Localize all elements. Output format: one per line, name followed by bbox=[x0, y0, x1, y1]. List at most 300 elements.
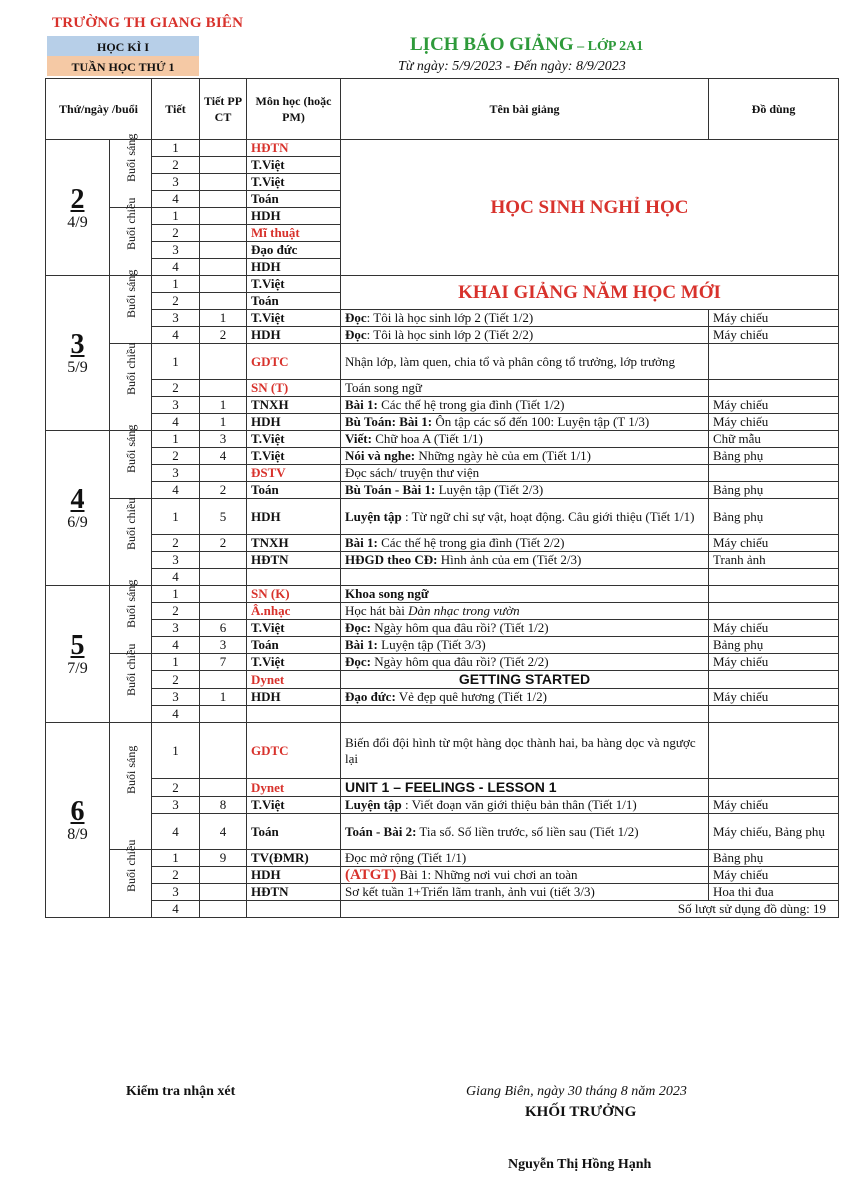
col-lesson: Tên bài giảng bbox=[341, 79, 709, 140]
equipment: Bảng phụ bbox=[709, 850, 839, 867]
period-number: 1 bbox=[152, 208, 200, 225]
lesson-label: Bài 1: bbox=[345, 397, 378, 412]
table-row bbox=[46, 797, 839, 814]
curriculum-period: 3 bbox=[200, 637, 247, 654]
day-cell bbox=[46, 723, 110, 918]
lesson-name bbox=[341, 397, 709, 414]
day-date: 6/9 bbox=[67, 514, 88, 531]
equipment: Bảng phụ bbox=[709, 637, 839, 654]
table-row bbox=[46, 689, 839, 706]
col-tiet: Tiết bbox=[152, 79, 200, 140]
lesson-text: Luyện tập (Tiết 2/3) bbox=[435, 482, 544, 497]
session-afternoon bbox=[110, 344, 152, 431]
curriculum-period bbox=[200, 174, 247, 191]
lesson-text: Biến đổi đội hình từ một hàng dọc thành hai, ba hàng dọc và ngược lại bbox=[345, 734, 696, 766]
equipment bbox=[709, 671, 839, 689]
subject: Đạo đức bbox=[247, 242, 341, 259]
subject: Toán bbox=[247, 191, 341, 208]
lesson-text: : Tôi là học sinh lớp 2 (Tiết 1/2) bbox=[366, 310, 534, 325]
session-morning bbox=[110, 269, 152, 344]
lesson-name bbox=[341, 814, 709, 850]
period-number: 2 bbox=[152, 293, 200, 310]
session-label: Buổi chiều bbox=[123, 497, 138, 550]
equipment: Bảng phụ bbox=[709, 499, 839, 535]
equipment: Máy chiếu bbox=[709, 689, 839, 706]
subject: T.Việt bbox=[247, 448, 341, 465]
curriculum-period bbox=[200, 779, 247, 797]
session-label: Buổi chiều bbox=[123, 197, 138, 250]
period-number: 4 bbox=[152, 569, 200, 586]
session-label: Buổi sáng bbox=[123, 133, 138, 182]
curriculum-period bbox=[200, 276, 247, 293]
equipment bbox=[709, 465, 839, 482]
curriculum-period: 4 bbox=[200, 814, 247, 850]
subject: T.Việt bbox=[247, 276, 341, 293]
lesson-label: Đọc: bbox=[345, 654, 371, 669]
curriculum-period: 1 bbox=[200, 414, 247, 431]
curriculum-period bbox=[200, 208, 247, 225]
curriculum-period: 3 bbox=[200, 431, 247, 448]
lesson-text: : Viết đoạn văn giới thiệu bản thân (Tiết 1/1) bbox=[401, 797, 637, 812]
curriculum-period bbox=[200, 884, 247, 901]
page-title bbox=[410, 34, 643, 56]
signer-name: Nguyễn Thị Hồng Hạnh bbox=[508, 1157, 652, 1172]
table-row bbox=[46, 344, 839, 380]
lesson-label: Bài 1: bbox=[345, 535, 378, 550]
table-row bbox=[46, 814, 839, 850]
table-row bbox=[46, 397, 839, 414]
lesson-name bbox=[341, 431, 709, 448]
lesson-name bbox=[341, 706, 709, 723]
period-number: 3 bbox=[152, 620, 200, 637]
period-number: 2 bbox=[152, 448, 200, 465]
equipment bbox=[709, 344, 839, 380]
curriculum-period bbox=[200, 671, 247, 689]
period-number: 2 bbox=[152, 380, 200, 397]
lesson-text: Đọc mở rộng (Tiết 1/1) bbox=[345, 850, 467, 865]
session-label: Buổi sáng bbox=[123, 745, 138, 794]
equipment: Máy chiếu bbox=[709, 620, 839, 637]
curriculum-period: 6 bbox=[200, 620, 247, 637]
equipment bbox=[709, 779, 839, 797]
lesson-name bbox=[341, 344, 709, 380]
subject: T.Việt bbox=[247, 797, 341, 814]
lesson-label: Bù Toán: Bài 1: bbox=[345, 414, 433, 429]
session-morning bbox=[110, 424, 152, 499]
lesson-song: Dàn nhạc trong vườn bbox=[408, 603, 520, 618]
lesson-label: Luyện tập bbox=[345, 508, 402, 524]
lesson-text: Luyện tập (Tiết 3/3) bbox=[377, 637, 486, 652]
review-label: Kiểm tra nhận xét bbox=[126, 1084, 236, 1099]
subject bbox=[247, 706, 341, 723]
session-morning bbox=[110, 723, 152, 850]
curriculum-period: 2 bbox=[200, 535, 247, 552]
session-label: Buổi sáng bbox=[123, 269, 138, 318]
period-number: 1 bbox=[152, 723, 200, 779]
banner-text: HỌC SINH NGHỈ HỌC bbox=[490, 196, 689, 218]
lesson-tag: (ATGT) bbox=[345, 867, 397, 883]
subject bbox=[247, 901, 341, 918]
period-number: 3 bbox=[152, 884, 200, 901]
lesson-name bbox=[341, 884, 709, 901]
period-number: 2 bbox=[152, 671, 200, 689]
curriculum-period bbox=[200, 140, 247, 157]
lesson-label: Bài 1: bbox=[345, 637, 378, 652]
equipment bbox=[709, 603, 839, 620]
banner-text: KHAI GIẢNG NĂM HỌC MỚI bbox=[458, 281, 721, 303]
subject: Â.nhạc bbox=[247, 603, 341, 620]
subject: Toán bbox=[247, 482, 341, 499]
lesson-name bbox=[341, 779, 709, 797]
period-number: 3 bbox=[152, 552, 200, 569]
subject: T.Việt bbox=[247, 431, 341, 448]
lesson-text: Ngày hôm qua đâu rồi? (Tiết 2/2) bbox=[371, 654, 549, 669]
lesson-text: Đọc sách/ truyện thư viện bbox=[345, 465, 480, 480]
table-row bbox=[46, 569, 839, 586]
subject bbox=[247, 569, 341, 586]
curriculum-period: 9 bbox=[200, 850, 247, 867]
subject: Dynet bbox=[247, 671, 341, 689]
lesson-name bbox=[341, 310, 709, 327]
equipment bbox=[709, 706, 839, 723]
equipment: Máy chiếu bbox=[709, 397, 839, 414]
lesson-name bbox=[341, 723, 709, 779]
period-number: 3 bbox=[152, 310, 200, 327]
subject: T.Việt bbox=[247, 654, 341, 671]
curriculum-period bbox=[200, 225, 247, 242]
day-number: 6 bbox=[70, 796, 85, 827]
lesson-name bbox=[341, 535, 709, 552]
lesson-name bbox=[341, 654, 709, 671]
curriculum-period: 5 bbox=[200, 499, 247, 535]
table-row bbox=[46, 850, 839, 867]
subject: T.Việt bbox=[247, 174, 341, 191]
period-number: 1 bbox=[152, 499, 200, 535]
session-afternoon bbox=[110, 197, 152, 276]
curriculum-period: 2 bbox=[200, 482, 247, 499]
period-number: 4 bbox=[152, 414, 200, 431]
usage-summary: Số lượt sử dụng đồ dùng: 19 bbox=[341, 901, 839, 918]
lesson-text: Các thế hệ trong gia đình (Tiết 1/2) bbox=[377, 397, 565, 412]
period-number: 1 bbox=[152, 654, 200, 671]
lesson-label: HĐGD theo CĐ: bbox=[345, 552, 438, 567]
lesson-name bbox=[341, 448, 709, 465]
lesson-english: GETTING STARTED bbox=[458, 671, 591, 687]
period-number: 1 bbox=[152, 344, 200, 380]
period-number: 3 bbox=[152, 397, 200, 414]
equipment: Máy chiếu bbox=[709, 797, 839, 814]
subject: ĐSTV bbox=[247, 465, 341, 482]
lesson-name bbox=[341, 603, 709, 620]
lesson-text: Vẻ đẹp quê hương (Tiết 1/2) bbox=[395, 689, 547, 704]
equipment: Máy chiếu bbox=[709, 867, 839, 884]
table-row bbox=[46, 779, 839, 797]
lesson-text: Những ngày hè của em (Tiết 1/1) bbox=[415, 448, 591, 463]
session-label: Buổi chiều bbox=[123, 643, 138, 696]
table-row bbox=[46, 706, 839, 723]
table-row bbox=[46, 671, 839, 689]
col-equipment: Đồ dùng bbox=[709, 79, 839, 140]
equipment: Bảng phụ bbox=[709, 482, 839, 499]
period-number: 3 bbox=[152, 465, 200, 482]
day-date: 8/9 bbox=[67, 826, 88, 843]
subject: TNXH bbox=[247, 397, 341, 414]
table-row bbox=[46, 448, 839, 465]
day-cell bbox=[46, 140, 110, 276]
signer-role: KHỐI TRƯỞNG bbox=[525, 1104, 637, 1120]
lesson-text: Chữ hoa A (Tiết 1/1) bbox=[371, 431, 483, 446]
table-row bbox=[46, 140, 839, 157]
schedule-table bbox=[45, 78, 839, 918]
subject: HĐTN bbox=[247, 884, 341, 901]
table-row bbox=[46, 276, 839, 293]
subject: Toán bbox=[247, 814, 341, 850]
period-number: 1 bbox=[152, 140, 200, 157]
lesson-name bbox=[341, 689, 709, 706]
subject: HĐTN bbox=[247, 140, 341, 157]
curriculum-period bbox=[200, 157, 247, 174]
table-row bbox=[46, 499, 839, 535]
session-afternoon bbox=[110, 499, 152, 586]
curriculum-period bbox=[200, 465, 247, 482]
table-row bbox=[46, 465, 839, 482]
period-number: 3 bbox=[152, 242, 200, 259]
period-number: 4 bbox=[152, 482, 200, 499]
table-row bbox=[46, 552, 839, 569]
curriculum-period bbox=[200, 552, 247, 569]
day-date: 5/9 bbox=[67, 359, 88, 376]
table-row bbox=[46, 620, 839, 637]
subject: SN (K) bbox=[247, 586, 341, 603]
lesson-text: Nhận lớp, làm quen, chia tổ và phân công tổ trưởng, lớp trưởng bbox=[345, 353, 676, 369]
subject: HĐTN bbox=[247, 552, 341, 569]
day-date: 4/9 bbox=[67, 213, 88, 231]
equipment bbox=[709, 586, 839, 603]
lesson-name bbox=[341, 797, 709, 814]
equipment bbox=[709, 723, 839, 779]
date-range: Từ ngày: 5/9/2023 - Đến ngày: 8/9/2023 bbox=[398, 59, 626, 74]
lesson-label: Nói và nghe: bbox=[345, 448, 416, 463]
equipment: Máy chiếu bbox=[709, 535, 839, 552]
lesson-name bbox=[341, 414, 709, 431]
subject: GDTC bbox=[247, 723, 341, 779]
day-cell bbox=[46, 586, 110, 723]
curriculum-period: 2 bbox=[200, 327, 247, 344]
period-number: 3 bbox=[152, 689, 200, 706]
subject: T.Việt bbox=[247, 620, 341, 637]
opening-banner bbox=[341, 276, 839, 310]
lesson-text: Ôn tập các số đến 100: Luyện tập (T 1/3) bbox=[432, 414, 650, 429]
period-number: 4 bbox=[152, 637, 200, 654]
subject: HDH bbox=[247, 689, 341, 706]
period-number: 2 bbox=[152, 535, 200, 552]
curriculum-period: 1 bbox=[200, 397, 247, 414]
equipment bbox=[709, 380, 839, 397]
subject: HDH bbox=[247, 499, 341, 535]
lesson-text: Tia số. Số liền trước, số liền sau (Tiết 1/2) bbox=[416, 823, 639, 839]
subject: T.Việt bbox=[247, 310, 341, 327]
period-number: 2 bbox=[152, 867, 200, 884]
session-label: Buổi sáng bbox=[123, 424, 138, 473]
period-number: 1 bbox=[152, 431, 200, 448]
day-number: 2 bbox=[70, 183, 85, 215]
day-date: 7/9 bbox=[67, 660, 88, 677]
curriculum-period: 8 bbox=[200, 797, 247, 814]
day-cell bbox=[46, 431, 110, 586]
day-cell bbox=[46, 276, 110, 431]
period-number: 1 bbox=[152, 586, 200, 603]
curriculum-period bbox=[200, 901, 247, 918]
session-label: Buổi chiều bbox=[123, 839, 138, 892]
curriculum-period bbox=[200, 706, 247, 723]
equipment: Máy chiếu, Bảng phụ bbox=[709, 814, 839, 850]
lesson-text: Toán song ngữ bbox=[345, 380, 422, 395]
equipment bbox=[709, 569, 839, 586]
subject: Toán bbox=[247, 637, 341, 654]
subject: GDTC bbox=[247, 344, 341, 380]
subject: Dynet bbox=[247, 779, 341, 797]
equipment: Bảng phụ bbox=[709, 448, 839, 465]
subject: SN (T) bbox=[247, 380, 341, 397]
period-number: 4 bbox=[152, 327, 200, 344]
lesson-text: Học hát bài bbox=[345, 603, 409, 618]
lesson-label: Toán - Bài 2: bbox=[345, 823, 417, 839]
curriculum-period bbox=[200, 586, 247, 603]
lesson-name bbox=[341, 380, 709, 397]
lesson-label: Bù Toán - Bài 1: bbox=[345, 482, 436, 497]
lesson-english: UNIT 1 – FEELINGS - LESSON 1 bbox=[345, 779, 557, 795]
table-row bbox=[46, 723, 839, 779]
period-number: 1 bbox=[152, 276, 200, 293]
lesson-name bbox=[341, 327, 709, 344]
col-subject: Môn học (hoặc PM) bbox=[247, 79, 341, 140]
lesson-name bbox=[341, 569, 709, 586]
lesson-name bbox=[341, 637, 709, 654]
session-afternoon bbox=[110, 839, 152, 918]
subject: HDH bbox=[247, 208, 341, 225]
table-row bbox=[46, 586, 839, 603]
equipment: Máy chiếu bbox=[709, 654, 839, 671]
lesson-label: Đạo đức: bbox=[345, 689, 396, 704]
table-row bbox=[46, 310, 839, 327]
period-number: 4 bbox=[152, 191, 200, 208]
curriculum-period bbox=[200, 293, 247, 310]
period-number: 4 bbox=[152, 814, 200, 850]
curriculum-period: 7 bbox=[200, 654, 247, 671]
period-number: 3 bbox=[152, 174, 200, 191]
table-row bbox=[46, 901, 839, 918]
table-row bbox=[46, 654, 839, 671]
lesson-text: : Tôi là học sinh lớp 2 (Tiết 2/2) bbox=[366, 327, 534, 342]
lesson-name bbox=[341, 850, 709, 867]
holiday-banner bbox=[341, 140, 839, 276]
subject: T.Việt bbox=[247, 157, 341, 174]
lesson-name bbox=[341, 586, 709, 603]
lesson-text: Ngày hôm qua đâu rồi? (Tiết 1/2) bbox=[371, 620, 549, 635]
curriculum-period bbox=[200, 569, 247, 586]
period-number: 4 bbox=[152, 706, 200, 723]
subject: HDH bbox=[247, 259, 341, 276]
title-class: – LỚP 2A1 bbox=[573, 39, 644, 54]
curriculum-period bbox=[200, 344, 247, 380]
table-row bbox=[46, 637, 839, 654]
lesson-name bbox=[341, 671, 709, 689]
curriculum-period bbox=[200, 603, 247, 620]
session-label: Buổi chiều bbox=[123, 342, 138, 395]
table-row bbox=[46, 884, 839, 901]
lesson-label: Đọc bbox=[345, 310, 367, 325]
curriculum-period: 1 bbox=[200, 689, 247, 706]
lesson-label: Khoa song ngữ bbox=[345, 586, 429, 601]
curriculum-period bbox=[200, 867, 247, 884]
day-number: 5 bbox=[70, 630, 85, 661]
lesson-text: Sơ kết tuần 1+Triển lãm tranh, ảnh vui (tiết 3/3) bbox=[345, 884, 595, 899]
curriculum-period: 4 bbox=[200, 448, 247, 465]
subject: HDH bbox=[247, 327, 341, 344]
equipment: Hoa thi đua bbox=[709, 884, 839, 901]
title-main: LỊCH BÁO GIẢNG bbox=[410, 34, 574, 55]
table-row bbox=[46, 535, 839, 552]
period-number: 2 bbox=[152, 225, 200, 242]
period-number: 2 bbox=[152, 157, 200, 174]
subject: TV(ĐMR) bbox=[247, 850, 341, 867]
curriculum-period bbox=[200, 242, 247, 259]
lesson-name bbox=[341, 867, 709, 884]
lesson-text: Các thế hệ trong gia đình (Tiết 2/2) bbox=[377, 535, 565, 550]
lesson-name bbox=[341, 620, 709, 637]
lesson-text: Bài 1: Những nơi vui chơi an toàn bbox=[396, 867, 578, 882]
lesson-label: Luyện tập bbox=[345, 797, 402, 812]
table-row bbox=[46, 414, 839, 431]
equipment: Chữ mẫu bbox=[709, 431, 839, 448]
table-row bbox=[46, 603, 839, 620]
equipment: Tranh ảnh bbox=[709, 552, 839, 569]
col-day: Thứ/ngày /buổi bbox=[46, 79, 152, 140]
curriculum-period bbox=[200, 723, 247, 779]
semester-label: HỌC KÌ I bbox=[47, 36, 199, 56]
table-header-row bbox=[46, 79, 839, 140]
place-date: Giang Biên, ngày 30 tháng 8 năm 2023 bbox=[466, 1084, 687, 1099]
period-number: 4 bbox=[152, 901, 200, 918]
curriculum-period bbox=[200, 259, 247, 276]
table-row bbox=[46, 431, 839, 448]
lesson-text: Hình ảnh của em (Tiết 2/3) bbox=[437, 552, 582, 567]
subject: Mĩ thuật bbox=[247, 225, 341, 242]
table-row bbox=[46, 482, 839, 499]
subject: HDH bbox=[247, 867, 341, 884]
period-number: 3 bbox=[152, 797, 200, 814]
session-afternoon bbox=[110, 643, 152, 723]
curriculum-period: 1 bbox=[200, 310, 247, 327]
lesson-label: Đọc: bbox=[345, 620, 371, 635]
lesson-label: Viết: bbox=[345, 431, 372, 446]
day-number: 3 bbox=[70, 329, 85, 360]
day-number: 4 bbox=[70, 484, 85, 515]
lesson-label: Đọc bbox=[345, 327, 367, 342]
lesson-name bbox=[341, 482, 709, 499]
lesson-name bbox=[341, 552, 709, 569]
curriculum-period bbox=[200, 380, 247, 397]
subject: TNXH bbox=[247, 535, 341, 552]
equipment: Máy chiếu bbox=[709, 310, 839, 327]
school-name: TRƯỜNG TH GIANG BIÊN bbox=[52, 15, 244, 31]
lesson-name bbox=[341, 465, 709, 482]
period-number: 4 bbox=[152, 259, 200, 276]
period-number: 2 bbox=[152, 779, 200, 797]
equipment: Máy chiếu bbox=[709, 414, 839, 431]
table-row bbox=[46, 867, 839, 884]
session-label: Buổi sáng bbox=[123, 579, 138, 628]
